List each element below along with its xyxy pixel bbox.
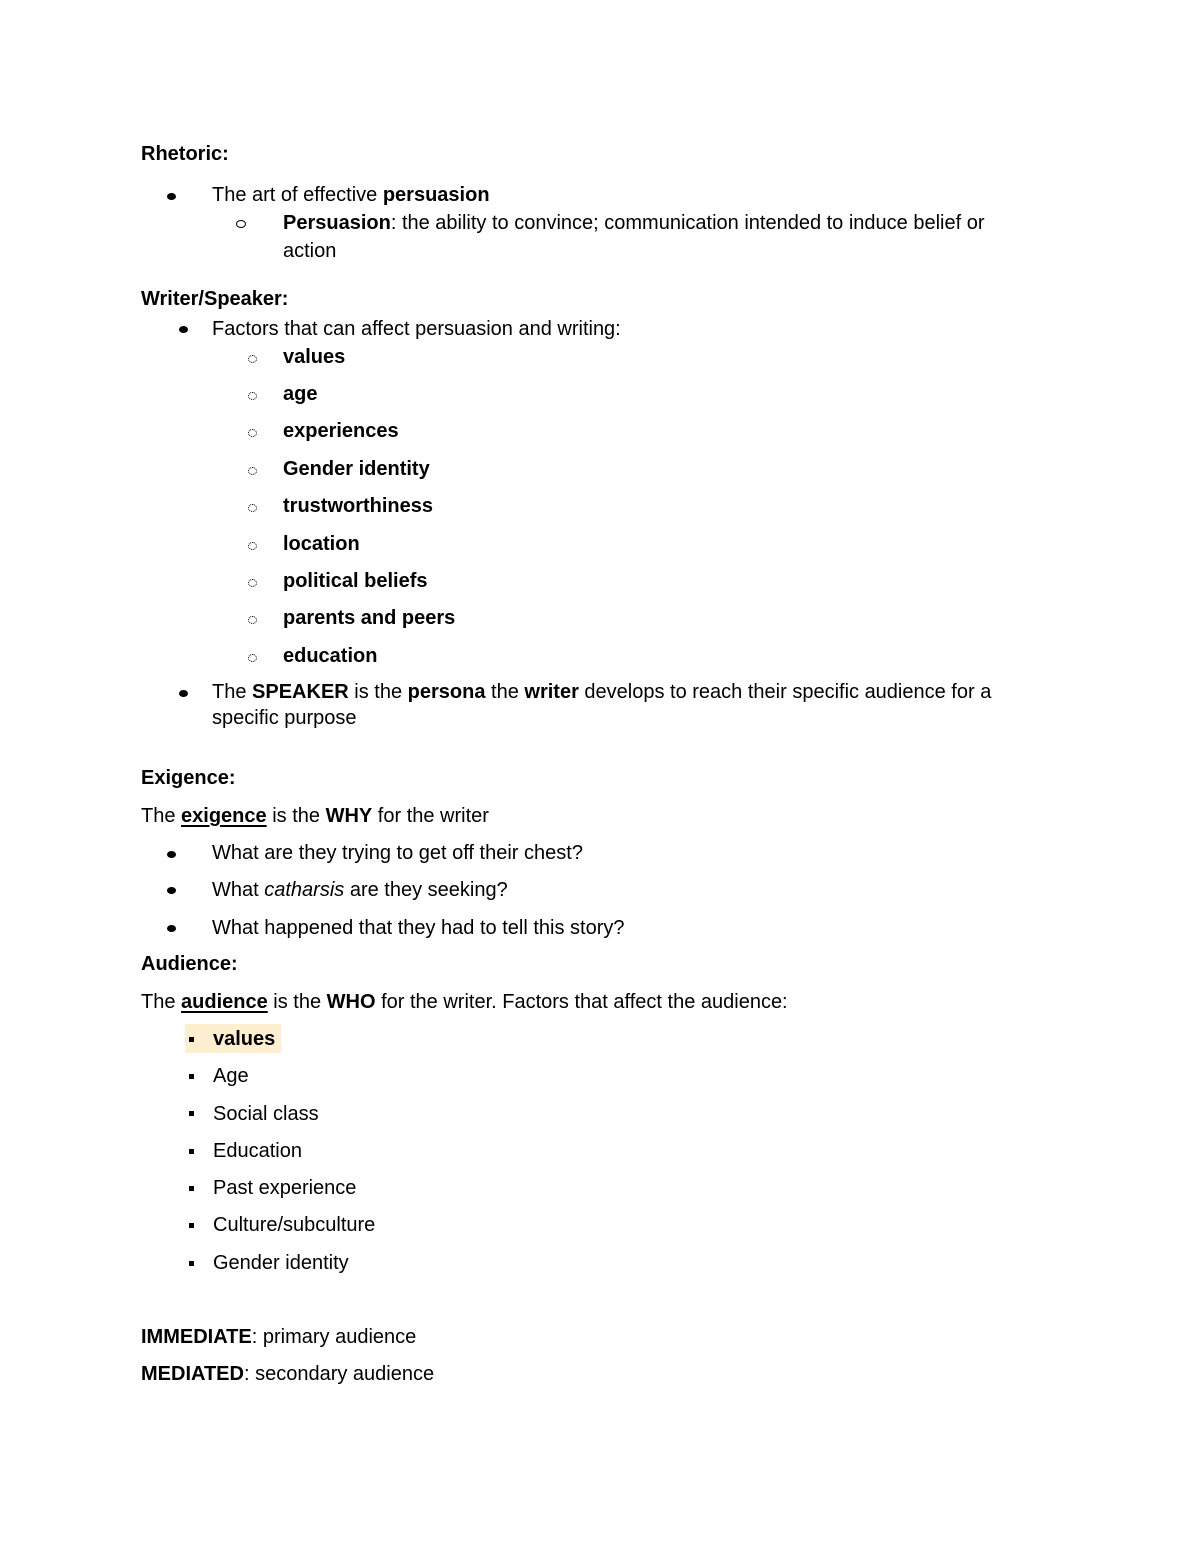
dotted-bullet-icon: [248, 654, 257, 662]
writer-factor: location: [283, 533, 360, 555]
hollow-bullet-icon: [236, 220, 246, 228]
dotted-bullet-icon: [248, 467, 257, 475]
dotted-bullet-icon: [248, 616, 257, 624]
bullet-icon: [167, 851, 176, 858]
square-bullet-icon: [189, 1037, 194, 1042]
persuasion-definition-cont: action: [283, 240, 337, 262]
audience-factor: Education: [213, 1140, 302, 1162]
writer-factor: experiences: [283, 420, 399, 442]
audience-factor: Culture/subculture: [213, 1214, 376, 1236]
bullet-icon: [167, 887, 176, 894]
audience-factor: Age: [213, 1065, 249, 1087]
dotted-bullet-icon: [248, 579, 257, 587]
audience-factor-highlighted: values: [213, 1028, 276, 1050]
writer-factor: trustworthiness: [283, 495, 434, 517]
bullet-icon: [179, 326, 188, 333]
mediated-audience: MEDIATED: secondary audience: [141, 1363, 435, 1385]
bullet-icon: [179, 690, 188, 697]
bullet-icon: [167, 925, 176, 932]
square-bullet-icon: [189, 1223, 194, 1228]
persuasion-definition: Persuasion: the ability to convince; communication intended to induce belief or: [283, 212, 985, 234]
exigence-question: What catharsis are they seeking?: [212, 879, 508, 901]
audience-factor: Social class: [213, 1103, 319, 1125]
square-bullet-icon: [189, 1261, 194, 1266]
exigence-intro: The exigence is the WHY for the writer: [141, 805, 489, 827]
audience-factor: Past experience: [213, 1177, 357, 1199]
dotted-bullet-icon: [248, 392, 257, 400]
audience-intro: The audience is the WHO for the writer. Factors that affect the audience:: [141, 991, 788, 1013]
writer-factor: age: [283, 383, 318, 405]
writer-factor: Gender identity: [283, 458, 430, 480]
writer-factor: political beliefs: [283, 570, 428, 592]
speaker-definition-cont: specific purpose: [212, 707, 357, 729]
exigence-heading: Exigence:: [141, 767, 236, 789]
square-bullet-icon: [189, 1149, 194, 1154]
audience-factor: Gender identity: [213, 1252, 349, 1274]
dotted-bullet-icon: [248, 542, 257, 550]
writer-factor: education: [283, 645, 378, 667]
square-bullet-icon: [189, 1074, 194, 1079]
immediate-audience: IMMEDIATE: primary audience: [141, 1326, 417, 1348]
square-bullet-icon: [189, 1186, 194, 1191]
square-bullet-icon: [189, 1111, 194, 1116]
dotted-bullet-icon: [248, 355, 257, 363]
writer-factors-intro: Factors that can affect persuasion and writing:: [212, 318, 621, 340]
exigence-question: What are they trying to get off their chest?: [212, 842, 583, 864]
rhetoric-heading: Rhetoric:: [141, 143, 229, 165]
bullet-icon: [167, 193, 176, 200]
writer-factor: parents and peers: [283, 607, 456, 629]
audience-heading: Audience:: [141, 953, 238, 975]
exigence-question: What happened that they had to tell this story?: [212, 917, 625, 939]
speaker-definition: The SPEAKER is the persona the writer develops to reach their specific audience for a: [212, 681, 992, 703]
dotted-bullet-icon: [248, 504, 257, 512]
rhetoric-definition: The art of effective persuasion: [212, 184, 490, 206]
dotted-bullet-icon: [248, 429, 257, 437]
writer-heading: Writer/Speaker:: [141, 288, 289, 310]
writer-factor: values: [283, 346, 346, 368]
